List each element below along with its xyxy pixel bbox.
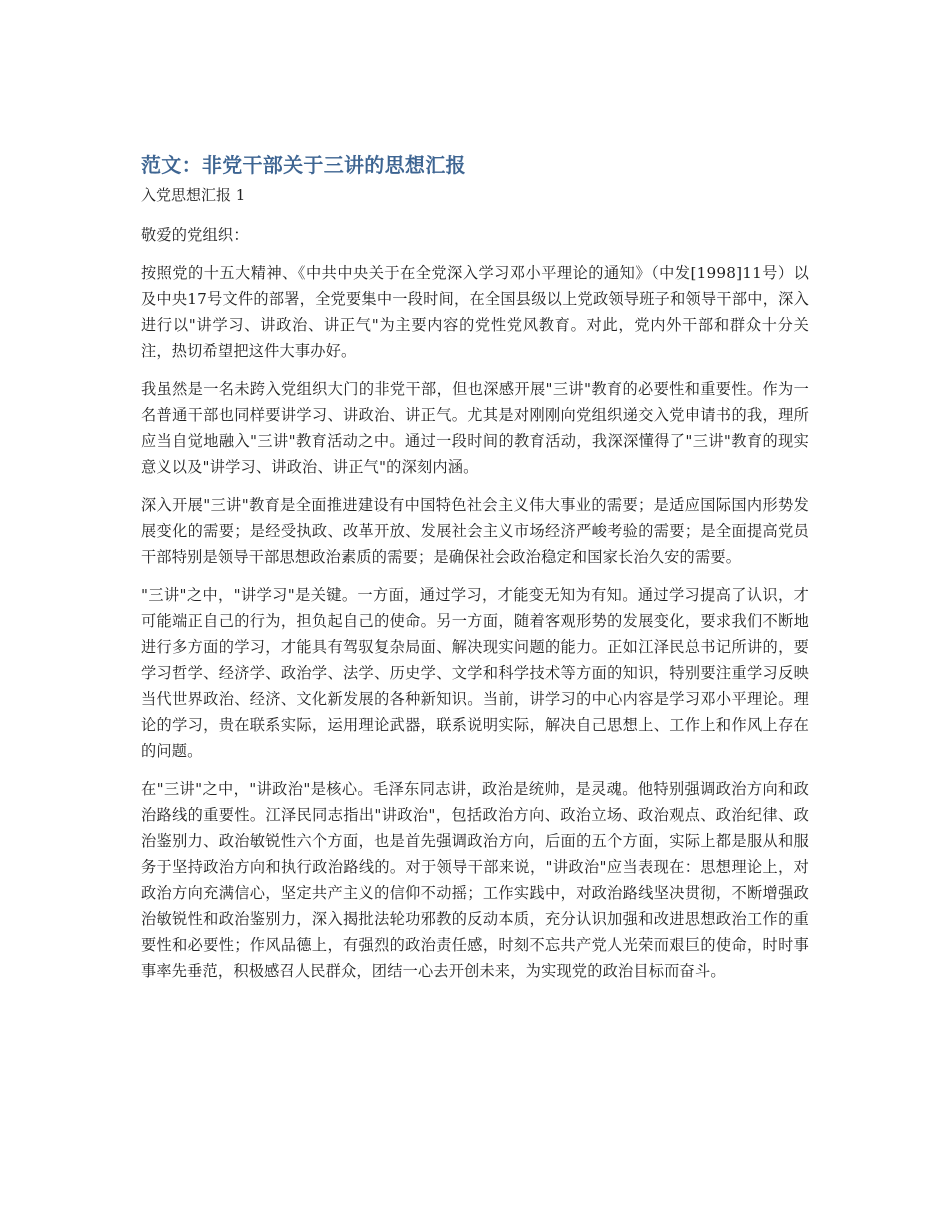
paragraph-5: 在"三讲"之中，"讲政治"是核心。毛泽东同志讲，政治是统帅，是灵魂。他特别强调政治方向和政治路线的重要性。江泽民同志指出"讲政治"，包括政治方向、政治立场、政治观点、政治纪律、政治鉴别力、政治敏锐性六个方面，也是首先强调政治方向，后面的五个方面，实际上都是服从和服务于坚持政治方向和执行政治路线的。对于领导干部来说，"讲政治"应当表现在：思想理论上，对政治方向充满信心，坚定共产主义的信仰不动摇；工作实践中，对政治路线坚决贯彻，不断增强政治敏锐性和政治鉴别力，深入揭批法轮功邪教的反动本质，充分认识加强和改进思想政治工作的重要性和必要性；作风品德上，有强烈的政治责任感，时刻不忘共产党人光荣而艰巨的使命，时时事事率先垂范，积极感召人民群众，团结一心去开创未来，为实现党的政治目标而奋斗。 <box>141 780 809 980</box>
document-title: 范文：非党干部关于三讲的思想汇报 <box>141 153 466 177</box>
document-page <box>141 150 809 996</box>
document-subtitle: 入党思想汇报 1 <box>141 186 246 204</box>
paragraph-3: 深入开展"三讲"教育是全面推进建设有中国特色社会主义伟大事业的需要；是适应国际国内形势发展变化的需要；是经受执政、改革开放、发展社会主义市场经济严峻考验的需要；是全面提高党员干部特别是领导干部思想政治素质的需要；是确保社会政治稳定和国家长治久安的需要。 <box>141 496 809 566</box>
paragraph-1: 按照党的十五大精神、《中共中央关于在全党深入学习邓小平理论的通知》（中发[1998]11号）以及中央17号文件的部署，全党要集中一段时间，在全国县级以上党政领导班子和领导干部中，深入进行以"讲学习、讲政治、讲正气"为主要内容的党性党风教育。对此，党内外干部和群众十分关注，热切希望把这件大事办好。 <box>141 264 809 360</box>
salutation: 敬爱的党组织： <box>141 226 249 244</box>
paragraph-4: "三讲"之中，"讲学习"是关键。一方面，通过学习，才能变无知为有知。通过学习提高了认识，才可能端正自己的行为，担负起自己的使命。另一方面，随着客观形势的发展变化，要求我们不断地进行多方面的学习，才能具有驾驭复杂局面、解决现实问题的能力。正如江泽民总书记所讲的，要学习哲学、经济学、政治学、法学、历史学、文学和科学技术等方面的知识，特别要注重学习反映当代世界政治、经济、文化新发展的各种新知识。当前，讲学习的中心内容是学习邓小平理论。理论的学习，贵在联系实际，运用理论武器，联系说明实际，解决自己思想上、工作上和作风上存在的问题。 <box>141 586 809 760</box>
paragraph-2: 我虽然是一名未跨入党组织大门的非党干部，但也深感开展"三讲"教育的必要性和重要性。作为一名普通干部也同样要讲学习、讲政治、讲正气。尤其是对刚刚向党组织递交入党申请书的我，理所应当自觉地融入"三讲"教育活动之中。通过一段时间的教育活动，我深深懂得了"三讲"教育的现实意义以及"讲学习、讲政治、讲正气"的深刻内涵。 <box>141 380 809 476</box>
